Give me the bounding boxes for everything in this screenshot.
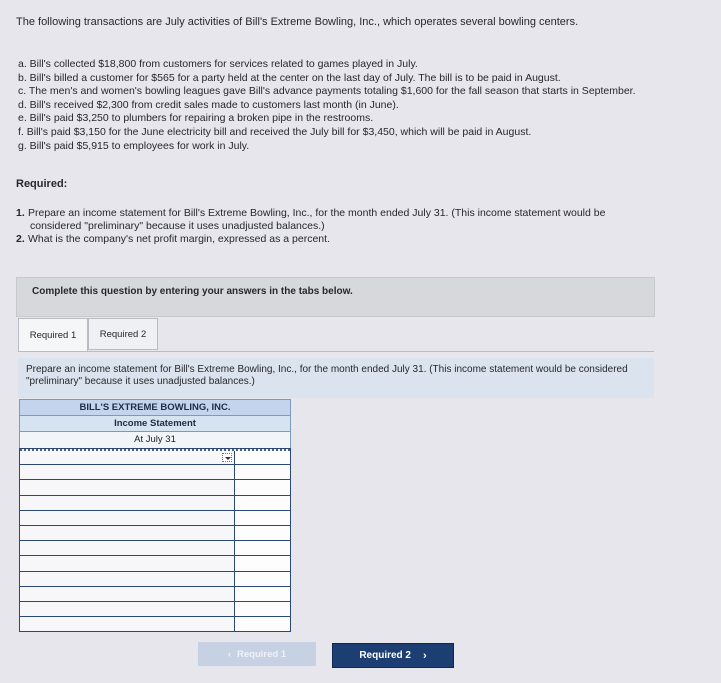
account-field[interactable] <box>20 556 235 570</box>
amount-field[interactable] <box>235 556 290 570</box>
amount-field[interactable] <box>235 602 290 616</box>
required-item-1 <box>16 207 686 220</box>
tab-label: Required 2 <box>99 328 147 340</box>
instruction-box <box>18 358 654 398</box>
required-item-number: 1. <box>16 207 25 219</box>
statement-row <box>20 479 290 494</box>
transaction-list <box>18 58 718 153</box>
tab-divider <box>18 351 654 352</box>
account-select[interactable] <box>20 451 235 464</box>
required-item-text: Prepare an income statement for Bill's Extreme Bowling, Inc., for the month ended July 31. (This income statement would be <box>28 207 606 219</box>
amount-field[interactable] <box>235 587 290 601</box>
statement-row <box>20 495 290 510</box>
amount-field[interactable] <box>235 451 290 464</box>
transaction-a: a. Bill's collected $18,800 from customers for services related to games played in July. <box>18 58 418 70</box>
account-field[interactable] <box>20 587 235 601</box>
account-field[interactable] <box>20 511 235 525</box>
income-statement <box>19 399 291 632</box>
complete-question-banner <box>16 277 655 317</box>
next-tab-button[interactable] <box>332 643 454 668</box>
account-field[interactable] <box>20 526 235 540</box>
account-field[interactable] <box>20 496 235 510</box>
statement-date: At July 31 <box>19 431 291 448</box>
statement-grid <box>19 448 291 632</box>
account-field[interactable] <box>20 465 235 479</box>
account-field[interactable] <box>20 541 235 555</box>
amount-field[interactable] <box>235 526 290 540</box>
account-field[interactable] <box>20 480 235 494</box>
transaction-c: c. The men's and women's bowling leagues gave Bill's advance payments totaling $1,600 for the fall season that starts in September. <box>18 85 636 98</box>
next-tab-label: Required 2 <box>359 650 411 661</box>
chevron-left-icon: ‹ <box>227 648 232 660</box>
previous-tab-label: Required 1 <box>237 648 287 660</box>
problem-intro: The following transactions are July activities of Bill's Extreme Bowling, Inc., which operates several bowling centers. <box>16 16 579 28</box>
amount-field[interactable] <box>235 617 290 631</box>
dropdown-arrow-icon[interactable] <box>222 453 232 462</box>
statement-row <box>20 571 290 586</box>
tab-required-2[interactable] <box>88 318 158 350</box>
amount-field[interactable] <box>235 511 290 525</box>
account-field[interactable] <box>20 617 235 631</box>
statement-row <box>20 449 290 464</box>
statement-title: Income Statement <box>19 415 291 431</box>
amount-field[interactable] <box>235 465 290 479</box>
complete-question-text: Complete this question by entering your answers in the tabs below. <box>32 286 353 297</box>
previous-tab-button[interactable] <box>198 642 316 666</box>
required-item-continuation: considered "preliminary" because it uses unadjusted balances.) <box>30 220 325 232</box>
amount-field[interactable] <box>235 541 290 555</box>
amount-field[interactable] <box>235 480 290 494</box>
transaction-b: b. Bill's billed a customer for $565 for a party held at the center on the last day of July. The bill is to be paid in August. <box>18 71 561 84</box>
transaction-e: e. Bill's paid $3,250 to plumbers for repairing a broken pipe in the restrooms. <box>18 112 374 125</box>
statement-row <box>20 616 290 631</box>
transaction-g: g. Bill's paid $5,915 to employees for work in July. <box>18 139 250 152</box>
amount-field[interactable] <box>235 496 290 510</box>
chevron-right-icon: › <box>423 649 427 662</box>
statement-company: BILL'S EXTREME BOWLING, INC. <box>19 399 291 415</box>
instruction-text: Prepare an income statement for Bill's Extreme Bowling, Inc., for the month ended July 31. (This income statement would be considered "preliminary" because it uses unadjusted balances.) <box>26 364 628 387</box>
statement-row <box>20 555 290 570</box>
statement-row <box>20 525 290 540</box>
amount-field[interactable] <box>235 572 290 586</box>
required-item-2 <box>16 233 686 246</box>
statement-row <box>20 586 290 601</box>
tab-label: Required 1 <box>29 330 77 341</box>
statement-row <box>20 464 290 479</box>
statement-row <box>20 510 290 525</box>
statement-row <box>20 601 290 616</box>
transaction-d: d. Bill's received $2,300 from credit sales made to customers last month (in June). <box>18 98 399 111</box>
required-item-number: 2. <box>16 233 25 245</box>
account-field[interactable] <box>20 572 235 586</box>
required-list <box>16 207 686 246</box>
transaction-f: f. Bill's paid $3,150 for the June electricity bill and received the July bill for $3,450, which will be paid in August. <box>18 125 532 138</box>
statement-row <box>20 540 290 555</box>
tab-required-1[interactable] <box>18 318 88 352</box>
account-field[interactable] <box>20 602 235 616</box>
required-item-text: What is the company's net profit margin, expressed as a percent. <box>28 233 330 245</box>
required-heading: Required: <box>16 178 68 190</box>
